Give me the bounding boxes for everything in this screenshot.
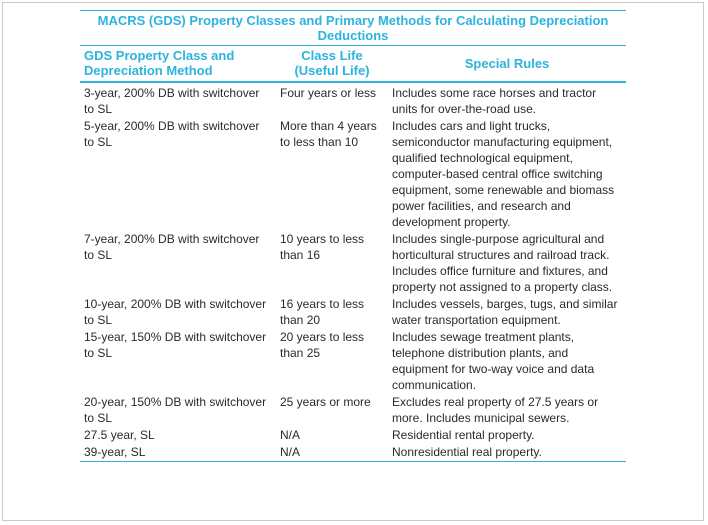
header-property-class: GDS Property Class and Depreciation Method xyxy=(80,46,276,83)
table-row xyxy=(80,118,626,231)
cell-special-rules: Includes single-purpose agricultural and horticultural structures and railroad track. Includes office furniture and fixtures, and property not assigned to a property class. xyxy=(392,232,613,294)
table-row xyxy=(80,82,626,118)
cell-property-class: 15-year, 150% DB with switchover to SL xyxy=(84,330,267,360)
cell-class-life: More than 4 years to less than 10 xyxy=(280,119,377,149)
table-row xyxy=(80,394,626,427)
cell-property-class: 20-year, 150% DB with switchover to SL xyxy=(84,395,267,425)
cell-class-life: N/A xyxy=(276,444,388,462)
header-row xyxy=(80,46,626,83)
cell-special-rules: Includes cars and light trucks, semiconductor manufacturing equipment, qualified technological equipment, computer-based central office switching equipment, some renewable and biomass power facilities, and research and development property. xyxy=(392,119,615,229)
cell-class-life: N/A xyxy=(280,428,301,442)
table-row xyxy=(80,444,626,462)
header-class-life: Class Life (Useful Life) xyxy=(276,46,388,83)
cell-property-class: 27.5 year, SL xyxy=(84,428,155,442)
cell-property-class: 7-year, 200% DB with switchover to SL xyxy=(84,232,260,262)
cell-special-rules: Residential rental property. xyxy=(392,428,535,442)
cell-class-life: 10 years to less than 16 xyxy=(280,232,365,262)
cell-property-class: 5-year, 200% DB with switchover to SL xyxy=(84,119,260,149)
cell-special-rules: Nonresidential real property. xyxy=(388,444,626,462)
cell-class-life: 16 years to less than 20 xyxy=(280,297,365,327)
table-caption: MACRS (GDS) Property Classes and Primary Methods for Calculating Depreciation Deductions xyxy=(80,11,626,46)
header-special-rules: Special Rules xyxy=(388,46,626,83)
macrs-table xyxy=(80,10,626,462)
cell-property-class: 3-year, 200% DB with switchover to SL xyxy=(84,86,260,116)
cell-class-life: 20 years to less than 25 xyxy=(280,330,365,360)
table-row xyxy=(80,427,626,444)
cell-property-class: 10-year, 200% DB with switchover to SL xyxy=(84,297,267,327)
cell-class-life: Four years or less xyxy=(280,86,377,100)
cell-special-rules: Includes sewage treatment plants, telephone distribution plants, and equipment for two-way voice and data communication. xyxy=(392,330,595,392)
cell-property-class: 39-year, SL xyxy=(80,444,276,462)
cell-special-rules: Includes some race horses and tractor units for over-the-road use. xyxy=(392,86,597,116)
cell-special-rules: Includes vessels, barges, tugs, and similar water transportation equipment. xyxy=(392,297,618,327)
cell-class-life: 25 years or more xyxy=(280,395,371,409)
caption-row xyxy=(80,11,626,46)
cell-special-rules: Excludes real property of 27.5 years or more. Includes municipal sewers. xyxy=(392,395,599,425)
table-row xyxy=(80,329,626,394)
table-row xyxy=(80,296,626,329)
table-row xyxy=(80,231,626,296)
